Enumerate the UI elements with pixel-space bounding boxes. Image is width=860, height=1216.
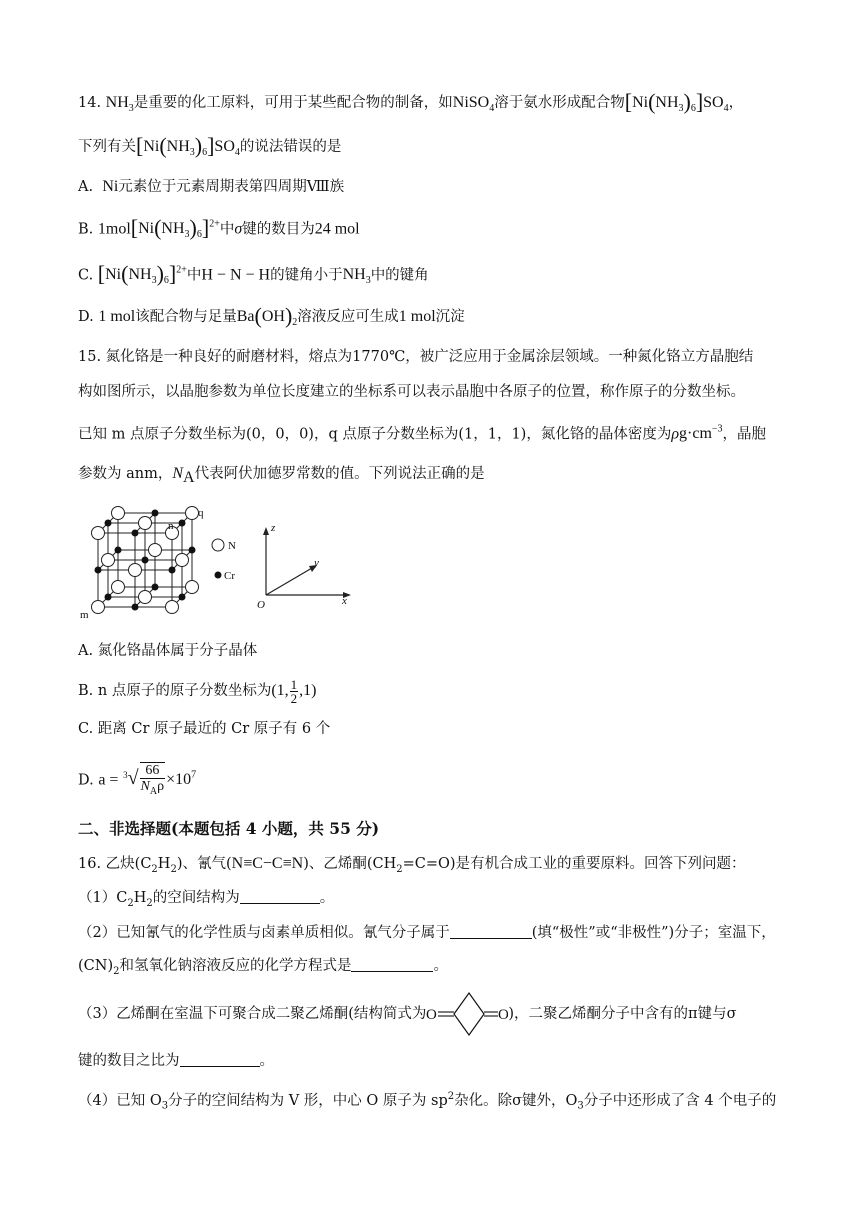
answer-blank-2[interactable] — [450, 924, 532, 939]
diketene-structure — [426, 989, 508, 1039]
answer-blank-1[interactable] — [240, 889, 320, 904]
q16-part3-line2: 键的数目之比为 。 — [78, 1053, 274, 1069]
q14-option-d: D. 1 mol该配合物与足量$Ba(OH)_2$溶液反应可生成1 mol沉淀 — [78, 303, 465, 329]
q16-stem: 16. 乙炔$(C_2H_2)$、氰气(N≡C−C≡N)、乙烯酮$(CH_2=C=O)$是有机合成工业的重要原料。回答下列问题： — [78, 855, 746, 875]
legend-cr-symbol — [215, 572, 222, 579]
q14-option-b: B. $1mol[Ni(NH_3)_6]^{2+}$中σ键的数目为24 mol — [78, 215, 360, 241]
axes — [263, 527, 351, 598]
label-n: n — [168, 520, 174, 532]
legend-cr-label: Cr — [224, 570, 235, 582]
q16-part1: $(1)C_2H_2$的空间结构为 。 — [78, 890, 335, 909]
svg-text:O: O — [498, 1007, 509, 1023]
q15-option-d: D. a = $^3$√ $\frac{66}{N_A\rho}$ $\times 10^7$ — [78, 763, 197, 797]
axis-origin-label: O — [257, 599, 265, 611]
q16-part2-line2: $(CN)_2$和氢氧化钠溶液反应的化学方程式是 。 — [78, 958, 448, 977]
q15-stem-line1: 15. 氮化铬是一种良好的耐磨材料，熔点为1770℃，被广泛应用于金属涂层领域。一种氮化铬立方晶胞结 — [78, 349, 754, 365]
section2-heading: 二、非选择题(本题包括 4 小题，共 55 分) — [78, 819, 380, 838]
q15-stem-line4: 参数为 anm，$N_A$代表阿伏加德罗常数的值。下列说法正确的是 — [78, 465, 485, 486]
q15-option-a: A. 氮化铬晶体属于分子晶体 — [78, 643, 258, 659]
q16-part4: （4）已知 $O_3$分子的空间结构为 V 形，中心 O 原子为 $sp^2$杂化。除σ键外，$O_3$分子中还形成了含 4 个电子的 — [78, 1091, 777, 1112]
axis-y-label: y — [314, 557, 319, 569]
q16-part3-line1: （3）乙烯酮在室温下可聚合成二聚乙烯酮(结构简式为 O O )，二聚乙烯酮分子中含有的π键与σ — [78, 1003, 788, 1025]
legend-n-symbol — [212, 539, 224, 551]
crystal-cell-figure — [80, 505, 370, 620]
answer-blank-4[interactable] — [180, 1052, 260, 1067]
q14-stem-line1: 14. $NH_3$是重要的化工原料，可用于某些配合物的制备，如NiSO$_4$溶于氨水形成配合物$[Ni(NH_3)_6]SO_4$， — [78, 89, 744, 115]
label-q: q — [198, 507, 204, 519]
axis-x-label: x — [342, 595, 347, 607]
label-m: m — [80, 609, 89, 620]
q15-option-b: B. n 点原子的原子分数坐标为(1, $\frac{1}{2}$ ,1) — [78, 677, 317, 706]
answer-blank-3[interactable] — [351, 957, 433, 972]
q15-stem-line3: 已知 m 点原子分数坐标为(0，0，0)，q 点原子分数坐标为(1，1，1)，氮化铬的晶体密度为$\rho g\cdot cm^{-3}$，晶胞 — [78, 424, 767, 443]
svg-text:O: O — [426, 1007, 438, 1023]
axis-z-label: z — [271, 522, 276, 534]
q14-option-c: C. $[Ni(NH_3)_6]^{2+}$中H − N − H的键角小于$NH_3$中的键角 — [78, 261, 429, 287]
q14-option-a: A. Ni元素位于元素周期表第四周期Ⅷ族 — [78, 178, 345, 195]
q15-option-c: C. 距离 Cr 原子最近的 Cr 原子有 6 个 — [78, 721, 331, 737]
q14-stem-line2: 下列有关$[Ni(NH_3)_6]SO_4$的说法错误的是 — [78, 133, 342, 159]
cube-root-expression: $^3$√ $\frac{66}{N_A\rho}$ — [123, 763, 165, 797]
q16-part2-line1: （2）已知氰气的化学性质与卤素单质相似。氰气分子属于 (填“极性”或“非极性”)分子；室温下， — [78, 925, 776, 941]
legend-n-label: N — [228, 540, 236, 552]
q15-stem-line2: 构如图所示，以晶胞参数为单位长度建立的坐标系可以表示晶胞中各原子的位置，称作原子的分数坐标。 — [78, 384, 745, 400]
